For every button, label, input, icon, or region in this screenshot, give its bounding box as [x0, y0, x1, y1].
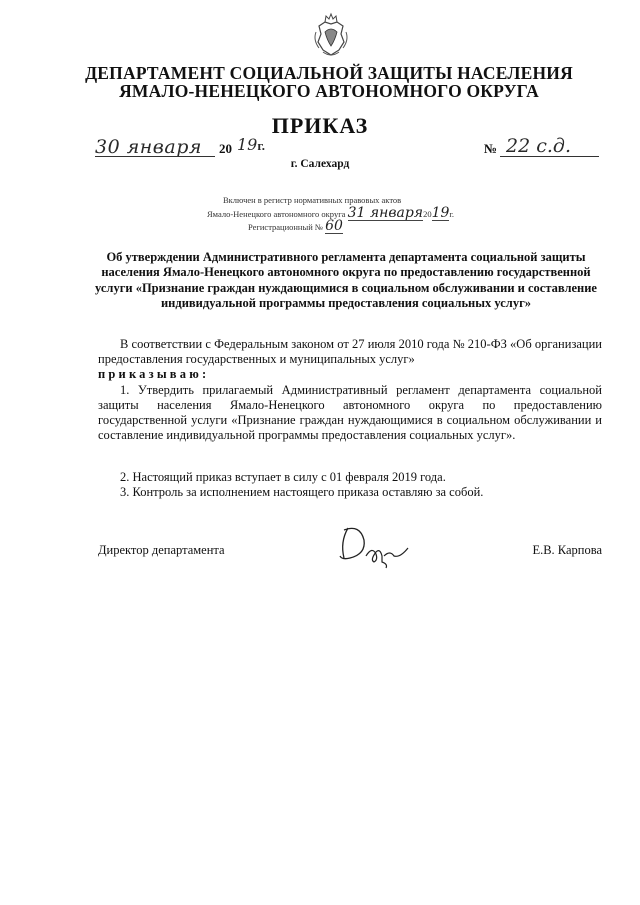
registry-handwritten-date: 31 января — [347, 205, 424, 221]
registry-region: Ямало-Ненецкого автономного округа — [207, 209, 346, 219]
document-title: ПРИКАЗ — [271, 113, 369, 138]
year-handwritten: 19 — [237, 135, 258, 154]
registry-handwritten-year: 19 — [431, 205, 450, 221]
year-prefix: 20 — [219, 141, 232, 156]
date-underline — [95, 156, 215, 157]
order-item-1: 1. Утвердить прилагаемый Административный регламент департамента социальной защиты населения Ямало-Ненецкого автономного округа по предоставлению государственной услуги «Признание граждан нуждающимися в социальном обслуживании и составление индивидуальной программы предоставления социальных услуг». — [98, 383, 602, 442]
registry-handwritten-number: 60 — [325, 218, 343, 234]
order-word: приказываю: — [98, 367, 210, 381]
order-subject: Об утверждении Административного регламента департамента социальной защиты населения Ямало-Ненецкого автономного округа по предоставлению государственной услуги «Признание граждан нуждающимися в социальном обслуживании и составление индивидуальной программы предоставления социальных услуг» — [95, 250, 597, 310]
year-suffix: г. — [257, 138, 266, 153]
department-name-line2: ЯМАЛО-НЕНЕЦКОГО АВТОНОМНОГО ОКРУГА — [119, 81, 539, 101]
handwritten-number: 22 с.д. — [506, 135, 571, 157]
coat-of-arms-emblem — [311, 12, 351, 58]
order-number — [484, 135, 599, 157]
preamble-paragraph: В соответствии с Федеральным законом от 27 июля 2010 года № 210-ФЗ «Об организации предоставления государственных и муниципальных услуг» — [98, 337, 602, 366]
handwritten-date: 30 января — [95, 136, 202, 158]
registry-year-prefix: 20 — [423, 209, 432, 219]
number-label: № — [484, 141, 498, 156]
number-underline — [500, 156, 599, 157]
registry-line1: Включен в регистр нормативных правовых актов — [223, 195, 402, 205]
department-name-line1: ДЕПАРТАМЕНТ СОЦИАЛЬНОЙ ЗАЩИТЫ НАСЕЛЕНИЯ — [85, 63, 573, 83]
registry-line2 — [207, 207, 547, 221]
year-label — [219, 141, 232, 157]
signatory-position: Директор департамента — [98, 543, 225, 557]
order-item-2: 2. Настоящий приказ вступает в силу с 01 февраля 2019 года. — [120, 470, 446, 484]
registry-year-suffix: г. — [449, 209, 455, 219]
signatory-name: Е.В. Карпова — [532, 543, 602, 557]
handwritten-signature — [330, 518, 410, 570]
signature-block — [98, 539, 602, 569]
handwritten-year — [237, 135, 265, 154]
order-item-3: 3. Контроль за исполнением настоящего приказа оставляю за собой. — [120, 485, 484, 499]
registry-number-label: Регистрационный № — [248, 222, 323, 232]
city-label: г. Салехард — [290, 158, 350, 170]
order-date — [95, 135, 266, 158]
registry-line3 — [248, 220, 588, 234]
